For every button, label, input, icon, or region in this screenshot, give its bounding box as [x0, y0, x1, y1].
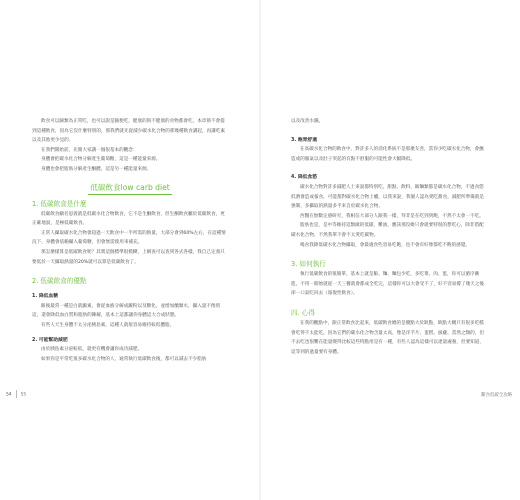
sub-title: 3. 飽胃舒適 — [291, 137, 318, 143]
section-title: 3. 如何執行 — [291, 260, 326, 269]
body-paragraph: 低碳飲食顧名思義就是低碳水化合物飲食，它不是生酮飲食，但生酮飲食屬於低碳飲食，更正確地說，是極低碳飲食。 — [32, 211, 225, 227]
body-paragraph: 如果你是平常吃很多碳水化合物的人，通常執行低碳飲食後，都可以減去不少脂肪 — [41, 356, 207, 362]
intro-paragraph: 飲食可以歸類為正常吃，也可以說是隨便吃，健康的與不健康的食物都會吃，本章節不會提到這種飲食，因為它沒什麼特別的，那我們就先從減少碳水化合物的那幾種飲食講起，再講吃素以及其他更少見的。 — [32, 119, 225, 144]
body-paragraph: 喝食我降低碳水化合物攝取，會最適食些容易吃飽，也不會有好像都吃不飽的感覺。 — [300, 242, 470, 248]
body-paragraph: 脂肪也是，是中等維持這類做的低碳，難油，應該那沒維只會就要特很的想吃心，除非搭配碳水化合物，不然我單不會不太愛吃碳物。 — [291, 223, 484, 238]
body-paragraph: 碳水化合物對許多減肥人士來說都特別吃，甜點、飲料、飯麵類都是碳水化合物，不過食慾低潛會造成報食，可能都對碳水化合物上癮，以我來說，我個人認為愛吃甜食，減肥所準備就是強制，多攝取的熱量多半來自於碳水化合物。 — [291, 184, 484, 210]
section-banner — [32, 182, 228, 195]
body-paragraph: 那怎麼樣算是低碳飲食呢？其實這個標準很模糊，上網查可以查到各式各樣，我自己定義只要低於一天攝取熱量的20%就可以算是低碳飲食了。 — [32, 249, 225, 265]
page-number: 54 — [6, 392, 12, 398]
section-title: 2. 低碳飲食的優點 — [32, 277, 87, 286]
body-paragraph: 以及改善水腫。 — [291, 119, 324, 124]
right-page — [261, 0, 520, 500]
body-paragraph: 飯後最常一種是白就澱素，會從血液分解成澱粉以及糖化，並增加醣類水，攝入量不像別這，還會降低血白質和脂肪的陳解，基本上這都讓你身體這大合成狀態。 — [32, 303, 221, 319]
body-paragraph: 在我的觀點中，跟正常飲食比起來，低碳飲食總的是優點大於缺點，缺點大概只有很多吃檔會吃得不太能吃，因為它們的碳水化合物含量太高，像是洋芋片、蛋糕、披薩，當然之類的，但不去吃也很難在能量變得比較這些特點用是有一種，有些人認為這樣可以達量處養，但要知道，這等到的過量要有身體。 — [291, 320, 484, 355]
sub-title: 4. 降低食慾 — [291, 175, 318, 181]
sub-title: 1. 降低血糖 — [32, 294, 59, 300]
body-paragraph: 由於胰島素分泌較低，就更有機會讓你成功減肥。 — [41, 347, 143, 353]
body-paragraph: 在高碳水化合物的飲食中，對許多人的消化系統不是那麼友善，當你少吃碳水化合物，會撫造成的脹氣以及肚子突起的有點不舒服的可能性會大幅降低。 — [291, 147, 484, 162]
intro-paragraph: 身體也會把脂肪分解產生酮體，這是另一種能量來源。 — [41, 166, 152, 172]
left-column — [32, 117, 228, 364]
book-page-label: 55 — [20, 392, 27, 398]
body-paragraph: 有些人天生身體不太分泌胰島素，這種人就很容易維持較低體脂。 — [41, 322, 175, 328]
banner-title: 低碳飲食low carb diet — [88, 182, 172, 195]
intro-paragraph: 身體會把碳水化合物分解產生葡萄糖，這是一種能量來源。 — [41, 157, 161, 163]
folio-divider — [16, 390, 17, 398]
intro-paragraph: 在我們開始前，先簡大家講一個很基本的觀念： — [41, 147, 138, 153]
body-paragraph: 正常人攝取碳水化合物會超過一天飲食中一半所需的熱量，大部分會到60%左右，在這種情況下，身體會依賴攝入葡萄糖，但會無需使用來補充。 — [32, 230, 226, 246]
book-title-label: 斷食低碳全攻略 — [481, 393, 512, 398]
section-title: 1. 低碳飲食是什麼 — [32, 199, 87, 208]
right-folio — [481, 392, 512, 398]
body-paragraph: 西醫在無數定感研究，我相信大部分人跟我一樣，拜非是在吃到到飽，不然不太會一不吃。 — [300, 213, 484, 219]
body-paragraph: 執行低碳飲食的很簡單，基本上就是飯、麵、麵包少吃，多吃菜、肉、蛋，你可以循序漸進，不用一開始就從一天三餐就會都成全吃完，這樣你可以大會受不了，好不容易撐了幾天之後卻一口氣吃回去（報復性飲食）。 — [291, 272, 484, 297]
left-page — [0, 0, 259, 500]
right-column — [291, 117, 487, 357]
left-folio — [6, 390, 26, 398]
sub-title: 2. 可能幫助減肥 — [32, 337, 68, 343]
section-title: 四. 心得 — [291, 308, 315, 317]
